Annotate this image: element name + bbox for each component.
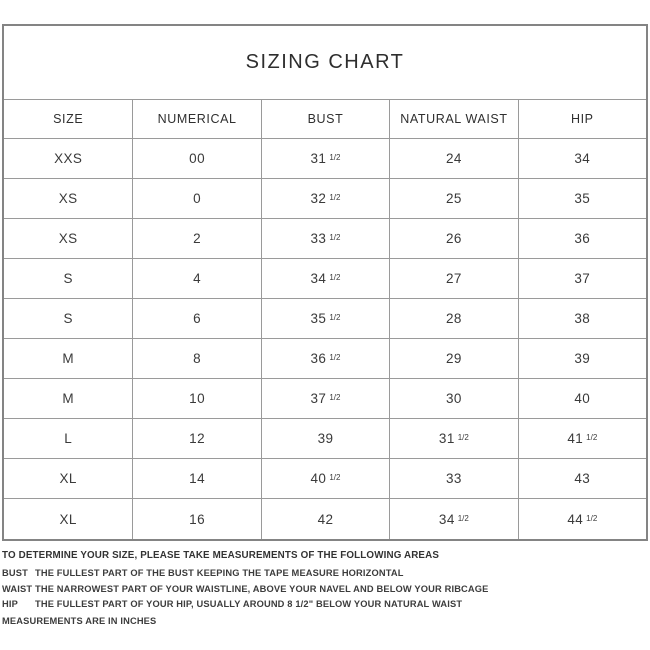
table-cell: 8 [132,339,260,378]
table-cell: 2 [132,219,260,258]
table-cell: 34 [518,139,646,178]
table-row [4,179,646,219]
footer-intro: TO DETERMINE YOUR SIZE, PLEASE TAKE MEASUREMENTS OF THE FOLLOWING AREAS [2,550,440,561]
table-cell: 28 [389,299,517,338]
definition-description: THE FULLEST PART OF YOUR HIP, USUALLY AROUND 8 1/2" BELOW YOUR NATURAL WAIST [35,599,463,609]
table-cell: M [62,351,75,366]
column-header: BUST [261,100,389,138]
table-cell: S [63,271,73,286]
table-cell: 43 [518,459,646,498]
table-cell: 6 [132,299,260,338]
table-cell: 24 [389,139,517,178]
table-cell: 27 [389,259,517,298]
column-header: SIZE [53,112,84,126]
half-fraction: 1/2 [457,433,469,442]
table-cell [261,339,389,378]
definition-term: HIP [2,599,18,609]
definition-description: THE FULLEST PART OF THE BUST KEEPING THE TAPE MEASURE HORIZONTAL [35,568,404,578]
table-cell: XL [59,511,77,527]
measurement-definitions [2,568,648,609]
half-fraction: 1/2 [329,313,341,322]
table-cell: M [62,391,75,406]
table-cell: 33 [389,459,517,498]
table-row [4,139,646,179]
table-cell: 42 [261,499,389,539]
table-row [4,499,646,539]
table-cell: XS [58,231,78,246]
half-fraction: 1/2 [586,433,598,442]
cell-value: 31 [310,151,327,166]
table-cell: XS [58,191,78,206]
table-cell: 4 [132,259,260,298]
table-cell: 35 [518,179,646,218]
table-row [4,219,646,259]
table-cell [261,259,389,298]
definition-line [2,599,648,609]
table-row [4,299,646,339]
sizing-chart-table [2,24,648,541]
cell-value: 32 [310,191,327,206]
table-cell [389,499,517,539]
table-cell: 10 [132,379,260,418]
table-row [4,419,646,459]
table-cell: L [64,431,73,446]
half-fraction: 1/2 [329,393,341,402]
half-fraction: 1/2 [329,473,341,482]
table-cell: S [63,311,73,326]
table-cell: 0 [132,179,260,218]
cell-value: 41 [567,431,584,446]
table-cell [389,419,517,458]
definition-line [2,568,648,578]
table-cell: XL [59,471,77,486]
cell-value: 40 [310,471,327,486]
table-cell: 39 [261,419,389,458]
column-header: HIP [518,100,646,138]
table-cell: 25 [389,179,517,218]
units-note: MEASUREMENTS ARE IN INCHES [2,616,157,626]
cell-value: 36 [310,351,327,366]
table-cell: 30 [389,379,517,418]
table-cell [261,139,389,178]
table-cell: XXS [54,151,83,166]
table-body [4,139,646,539]
table-cell: 40 [518,379,646,418]
cell-value: 34 [438,511,455,527]
column-header: NUMERICAL [132,100,260,138]
definition-description: THE NARROWEST PART OF YOUR WAISTLINE, ABOVE YOUR NAVEL AND BELOW YOUR RIBCAGE [35,583,489,594]
table-cell: 38 [518,299,646,338]
half-fraction: 1/2 [457,513,469,523]
definition-term: WAIST [2,583,33,594]
table-cell [518,419,646,458]
header-row [4,100,646,139]
half-fraction: 1/2 [329,273,341,282]
table-cell [518,499,646,539]
cell-value: 35 [310,311,327,326]
cell-value: 37 [310,391,327,406]
table-cell [261,179,389,218]
page-title: SIZING CHART [245,51,405,73]
table-cell: 12 [132,419,260,458]
table-cell: 16 [132,499,260,539]
table-cell [261,299,389,338]
table-cell [261,219,389,258]
measurement-notes [2,550,648,626]
half-fraction: 1/2 [329,233,341,242]
table-cell: 39 [518,339,646,378]
cell-value: 31 [438,431,455,446]
table-cell: 29 [389,339,517,378]
table-row [4,459,646,499]
table-row [4,379,646,419]
table-cell: 00 [132,139,260,178]
cell-value: 34 [310,271,327,286]
table-cell [261,459,389,498]
definition-term: BUST [2,568,28,578]
table-cell: 26 [389,219,517,258]
table-cell: 36 [518,219,646,258]
table-title-row [4,26,646,100]
half-fraction: 1/2 [586,513,598,523]
table-row [4,259,646,299]
half-fraction: 1/2 [329,153,341,162]
definition-line [2,584,648,594]
cell-value: 44 [567,511,584,527]
table-cell [261,379,389,418]
table-row [4,339,646,379]
cell-value: 33 [310,231,327,246]
table-cell: 37 [518,259,646,298]
half-fraction: 1/2 [329,193,341,202]
table-cell: 14 [132,459,260,498]
half-fraction: 1/2 [329,353,341,362]
column-header: NATURAL WAIST [389,100,517,138]
